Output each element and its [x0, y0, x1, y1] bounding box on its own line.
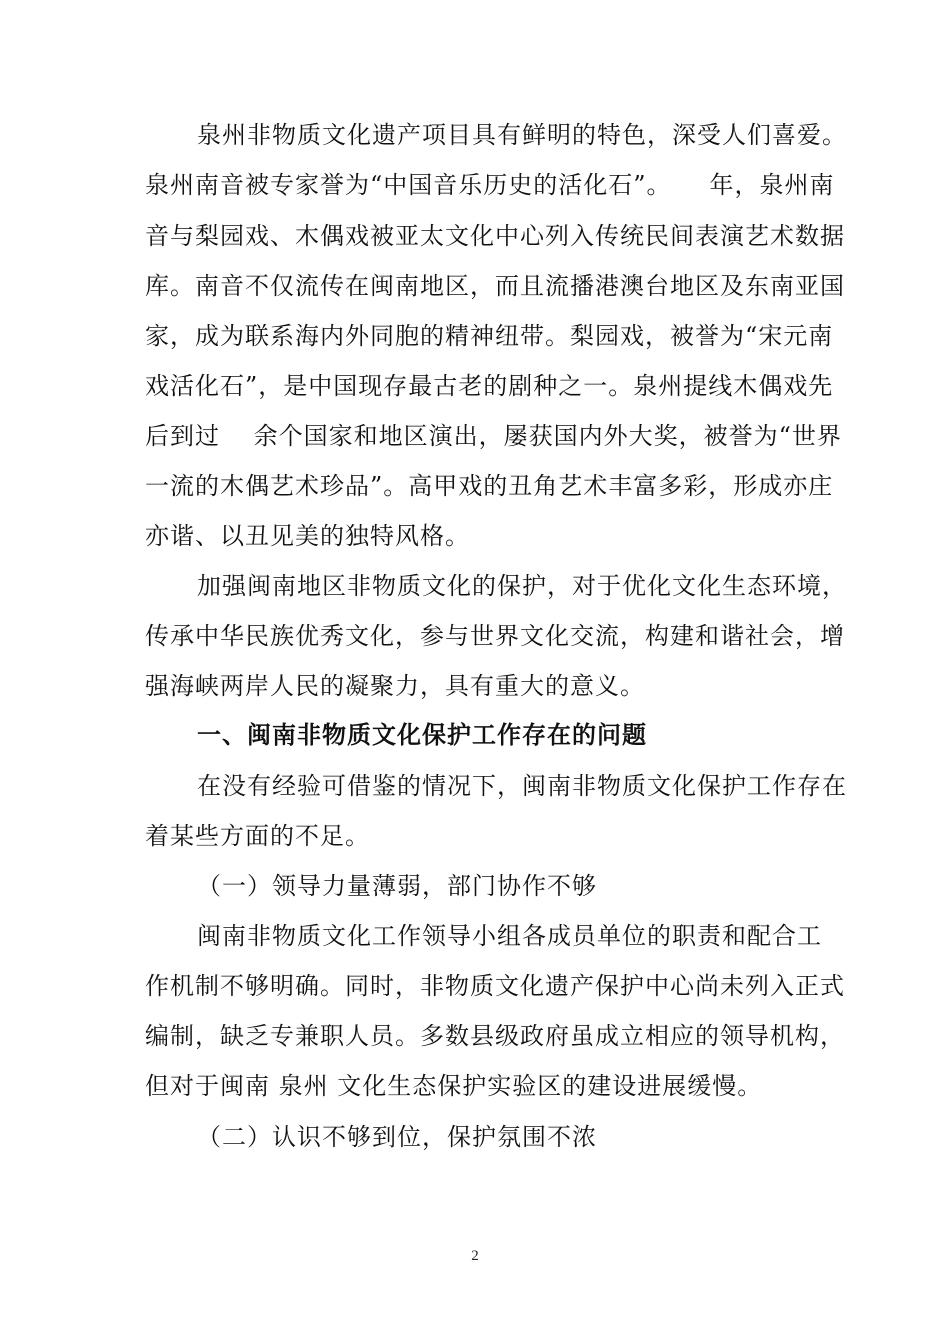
- paragraph-line: 强海峡两岸人民的凝聚力，具有重大的意义。: [145, 672, 645, 700]
- paragraph-line: 作机制不够明确。同时，非物质文化遗产保护中心尚未列入正式: [145, 972, 845, 1000]
- paragraph-line: 但对于闽南 泉州 文化生态保护实验区的建设进展缓慢。: [145, 1072, 763, 1100]
- paragraph-line: 后到过 余个国家和地区演出，屡获国内外大奖，被誉为“世界: [145, 422, 842, 450]
- paragraph-line: 泉州南音被专家誉为“中国音乐历史的活化石”。 年，泉州南: [145, 171, 835, 199]
- paragraph-line: 传承中华民族优秀文化，参与世界文化交流，构建和谐社会，增: [145, 622, 845, 650]
- paragraph-line: 家，成为联系海内外同胞的精神纽带。梨园戏，被誉为“宋元南: [145, 322, 834, 350]
- paragraph-line: 编制，缺乏专兼职人员。多数县级政府虽成立相应的领导机构，: [145, 1022, 845, 1050]
- paragraph-line: 一流的木偶艺术珍品”。高甲戏的丑角艺术丰富多彩，形成亦庄: [145, 472, 834, 500]
- paragraph-line: 泉州非物质文化遗产项目具有鲜明的特色，深受人们喜爱。: [197, 121, 847, 149]
- paragraph-line: 着某些方面的不足。: [145, 822, 370, 850]
- paragraph-line: 库。南音不仅流传在闽南地区，而且流播港澳台地区及东南亚国: [145, 272, 845, 300]
- section-heading: 一、闽南非物质文化保护工作存在的问题: [197, 721, 647, 749]
- paragraph-line: 音与梨园戏、木偶戏被亚太文化中心列入传统民间表演艺术数据: [145, 222, 845, 250]
- page-number: 2: [471, 1248, 479, 1264]
- paragraph-line: 加强闽南地区非物质文化的保护，对于优化文化生态环境，: [197, 572, 847, 600]
- subsection-heading: （一）领导力量薄弱，部门协作不够: [197, 872, 597, 900]
- paragraph-line: 戏活化石”，是中国现存最古老的剧种之一。泉州提线木偶戏先: [145, 372, 834, 400]
- paragraph-line: 在没有经验可借鉴的情况下，闽南非物质文化保护工作存在: [197, 772, 847, 800]
- paragraph-line: 亦谐、以丑见美的独特风格。: [145, 522, 470, 550]
- subsection-heading: （二）认识不够到位，保护氛围不浓: [197, 1123, 597, 1151]
- paragraph-line: 闽南非物质文化工作领导小组各成员单位的职责和配合工: [197, 922, 822, 950]
